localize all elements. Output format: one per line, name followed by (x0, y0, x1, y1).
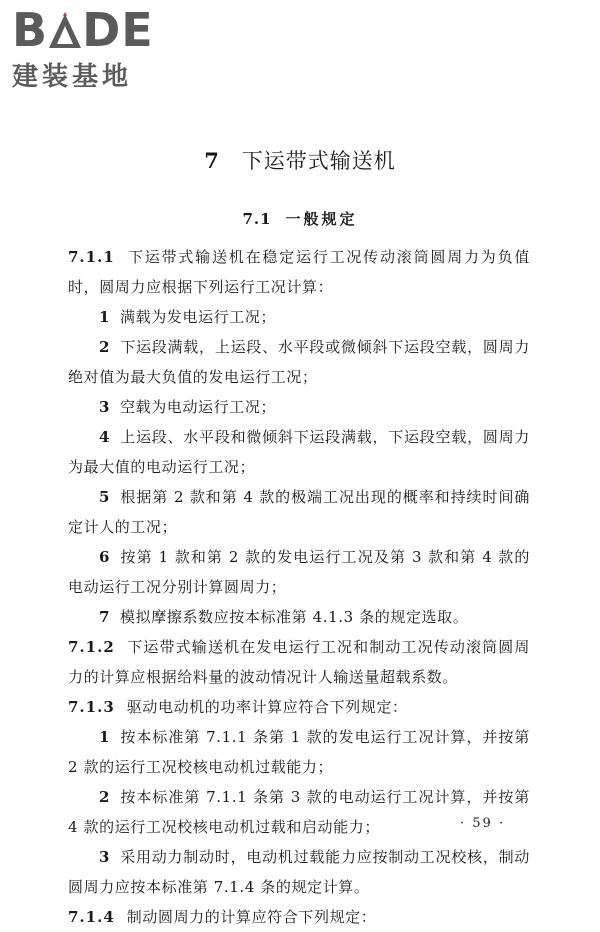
section-title-text: 一般规定 (285, 210, 358, 228)
clause-number: 7.1.4 (68, 908, 115, 926)
item-paragraph (68, 722, 530, 782)
paragraph-text: 下运带式输送机在发电运行工况和制动工况传动滚筒圆周力的计算应根据给料量的波动情况计人输送量超载系数。 (68, 638, 530, 686)
logo-letters-de: DE (82, 3, 154, 57)
item-number: 3 (99, 848, 111, 866)
paragraph-text: 制动圆周力的计算应符合下列规定： (126, 908, 377, 926)
publisher-logo (12, 3, 182, 93)
item-paragraph (68, 782, 530, 842)
paragraph-text: 上运段、水平段和微倾斜下运段满载，下运段空载，圆周力为最大值的电动运行工况； (68, 428, 530, 476)
logo-wordmark (12, 3, 182, 57)
item-paragraph (68, 482, 530, 542)
clause-number: 7.1.1 (68, 248, 115, 266)
section-title (0, 208, 600, 229)
item-paragraph (68, 602, 530, 632)
paragraph-text: 模拟摩擦系数应按本标准第 4.1.3 条的规定选取。 (120, 608, 469, 626)
paragraph-text: 满载为发电运行工况； (120, 308, 277, 326)
paragraph-text: 采用动力制动时，电动机过载能力应按制动工况校核，制动圆周力应按本标准第 7.1.4 条的规定计算。 (68, 848, 530, 896)
logo-subtitle: 建装基地 (12, 62, 133, 92)
item-number: 2 (99, 788, 111, 806)
item-number: 2 (99, 338, 111, 356)
chapter-title (0, 145, 600, 175)
item-number: 6 (99, 548, 111, 566)
item-paragraph (68, 422, 530, 482)
item-paragraph (68, 842, 530, 902)
paragraph-text: 根据第 2 款和第 4 款的极端工况出现的概率和持续时间确定计人的工况； (68, 488, 530, 536)
logo-a-triangle-icon (48, 8, 82, 44)
chapter-number: 7 (204, 148, 220, 173)
item-number: 1 (99, 728, 111, 746)
paragraph-text: 按本标准第 7.1.1 条第 1 款的发电运行工况计算，并按第 2 款的运行工况校核电动机过载能力； (68, 728, 530, 776)
clause-paragraph (68, 692, 530, 722)
chapter-title-text: 下运带式输送机 (241, 149, 396, 173)
paragraph-text: 按第 1 款和第 2 款的发电运行工况及第 3 款和第 4 款的电动运行工况分别计算圆周力； (68, 548, 530, 596)
item-paragraph (68, 542, 530, 602)
paragraph-text: 下运段满载，上运段、水平段或微倾斜下运段空载，圆周力绝对值为最大负值的发电运行工况； (68, 338, 530, 386)
clause-paragraph (68, 902, 530, 932)
clause-paragraph (68, 242, 530, 302)
item-number: 5 (99, 488, 111, 506)
page-number: · 59 · (460, 816, 506, 831)
clause-paragraph (68, 632, 530, 692)
paragraph-text: 空载为电动运行工况； (120, 398, 277, 416)
item-paragraph (68, 332, 530, 392)
item-number: 1 (99, 308, 111, 326)
item-number: 7 (99, 608, 111, 626)
clause-number: 7.1.2 (68, 638, 115, 656)
item-paragraph (68, 392, 530, 422)
paragraph-text: 驱动电动机的功率计算应符合下列规定： (126, 698, 408, 716)
logo-letter-b: B (12, 3, 49, 57)
paragraph-text: 下运带式输送机在稳定运行工况传动滚筒圆周力为负值时，圆周力应根据下列运行工况计算： (68, 248, 530, 296)
item-number: 4 (99, 428, 111, 446)
section-number: 7.1 (242, 210, 272, 228)
clause-number: 7.1.3 (68, 698, 115, 716)
item-paragraph (68, 302, 530, 332)
item-number: 3 (99, 398, 111, 416)
paragraph-text: 按本标准第 7.1.1 条第 3 款的电动运行工况计算，并按第 4 款的运行工况校核电动机过载和启动能力； (68, 788, 530, 836)
